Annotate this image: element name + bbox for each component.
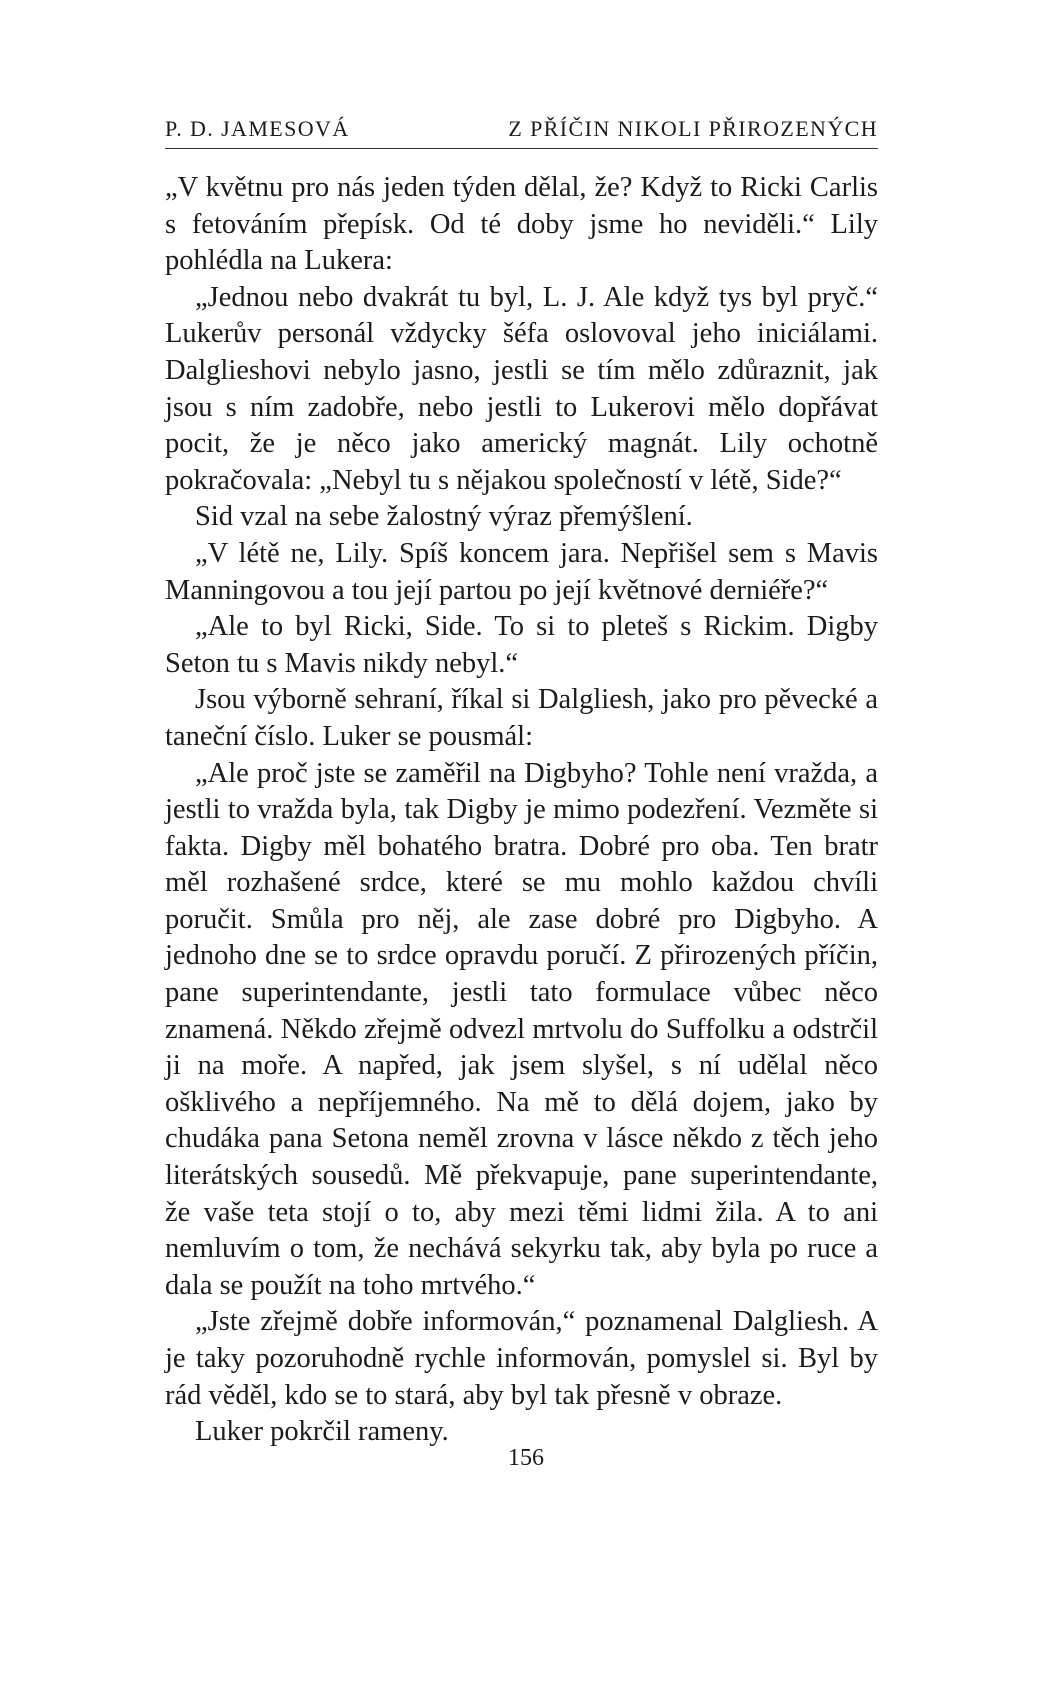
paragraph: Sid vzal na sebe žalostný výraz přemýšlení. [195, 501, 693, 533]
header-book-title: Z PŘÍČIN NIKOLI PŘIROZENÝCH [508, 116, 878, 141]
page-number: 156 [508, 1445, 544, 1471]
paragraph: „Ale proč jste se zaměřil na Digbyho? Tohle není vražda, a jestli to vražda byla, tak Digby je mimo podezření. Vezměte si fakta. Digby měl bohatého bratra. Dobré pro oba. Ten bratr měl rozhašené srdce, které se mu mohlo každou chvíli poručit. Smůla pro něj, ale zase dobré pro Digbyho. A jednoho dne se to srdce opravdu poručí. Z přirozených příčin, pane superintendante, jestli tato formulace vůbec něco znamená. Někdo zřejmě odvezl mrtvolu do Suffolku a odstrčil ji na moře. A napřed, jak jsem slyšel, s ní udělal něco ošklivého a nepříjemného. Na mě to dělá dojem, jako by chudáka pana Setona neměl zrovna v lásce někdo z těch jeho literátských sousedů. Mě překvapuje, pane superintendante, že vaše teta stojí o to, aby mezi těmi lidmi žila. A to ani nemluvím o tom, že nechává sekyrku tak, aby byla po ruce a dala se použít na toho mrtvého.“ [165, 757, 878, 1301]
header-author: P. D. JAMESOVÁ [165, 116, 350, 141]
running-header [165, 112, 878, 149]
paragraph: „V květnu pro nás jeden týden dělal, že? Když to Ricki Carlis s fetováním přepísk. Od té doby jsme ho neviděli.“ Lily pohlédla na Lukera: [165, 172, 878, 277]
paragraph: „Ale to byl Ricki, Side. To si to pleteš s Rickim. Digby Seton tu s Mavis nikdy nebyl.“ [165, 611, 878, 679]
body-text [165, 170, 878, 1451]
paragraph: „Jednou nebo dvakrát tu byl, L. J. Ale když tys byl pryč.“ Lukerův personál vždycky šéfa oslovoval jeho iniciálami. Dalglieshovi nebylo jasno, jestli se tím mělo zdůraznit, jak jsou s ním zadobře, nebo jestli to Lukerovi mělo dopřávat pocit, že je něco jako americký magnát. Lily ochotně pokračovala: „Nebyl tu s nějakou společností v létě, Side?“ [165, 281, 878, 496]
paragraph: „Jste zřejmě dobře informován,“ poznamenal Dalgliesh. A je taky pozoruhodně rychle informován, pomyslel si. Byl by rád věděl, kdo se to stará, aby byl tak přesně v obraze. [165, 1306, 878, 1411]
paragraph: Jsou výborně sehraní, říkal si Dalgliesh, jako pro pěvecké a taneční číslo. Luker se pousmál: [165, 684, 878, 752]
paragraph: Luker pokrčil rameny. [195, 1416, 449, 1448]
paragraph: „V létě ne, Lily. Spíš koncem jara. Nepřišel sem s Mavis Manningovou a tou její partou po její květnové derniéře?“ [165, 537, 878, 606]
